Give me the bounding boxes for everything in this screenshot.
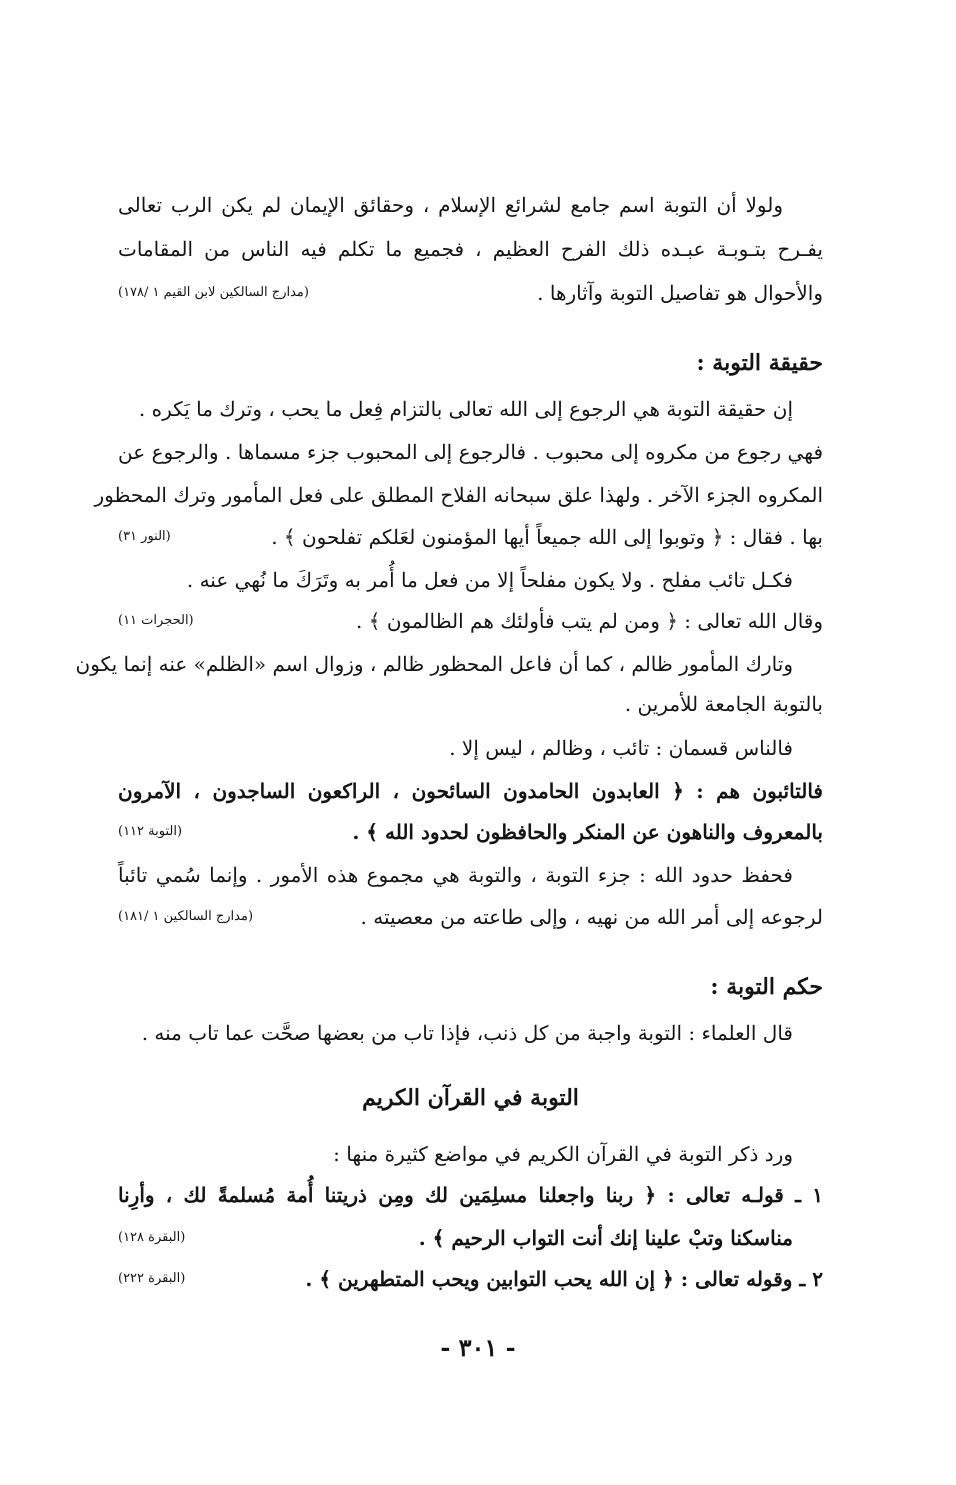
quran-heading: التوبة في القرآن الكريم — [362, 1085, 579, 1111]
haqiqa-line-5: فكـل تائب مفلح . ولا يكون مفلحاً إلا من فعل ما أُمر به وتَرَكَ ما نُهي عنه . — [186, 568, 793, 592]
haqiqa-citation-hujurat: (الحجرات ١١) — [118, 613, 194, 628]
quran-citation-baqara-222: (البقرة ٢٢٢) — [118, 1271, 186, 1286]
haqiqa-heading: حقيقة التوبة : — [696, 350, 823, 376]
haqiqa-citation-tawba: (التوبة ١١٢) — [118, 824, 183, 839]
quran-line-1: ورد ذكر التوبة في القرآن الكريم في مواضع كثيرة منها : — [333, 1142, 793, 1166]
haqiqa-line-4: بها . فقال : ﴿ وتوبوا إلى الله جميعاً أيها المؤمنون لعَلكم تفلحون ﴾ . — [271, 525, 823, 549]
intro-citation: (مدارج السالكين لابن القيم ١ /١٧٨) — [118, 285, 309, 300]
intro-line-2: يفـرح بتـوبـة عبـده ذلك الفرح العظيم ، فجميع ما تكلم فيه الناس من المقامات — [118, 237, 823, 261]
haqiqa-citation-madarij: (مدارج السالكين ١ /١٨١) — [118, 909, 254, 924]
intro-line-3: والأحوال هو تفاصيل التوبة وآثارها . — [537, 281, 823, 305]
intro-line-1: ولولا أن التوبة اسم جامع لشرائع الإسلام ، وحقائق الإيمان لم يكن الرب تعالى — [118, 193, 783, 217]
haqiqa-line-9: فالناس قسمان : تائب ، وظالم ، ليس إلا . — [449, 736, 793, 760]
hukm-line-1: قال العلماء : التوبة واجبة من كل ذنب، فإذا تاب من بعضها صحَّت عما تاب منه . — [141, 1021, 793, 1045]
haqiqa-line-12: فحفظ حدود الله : جزء التوبة ، والتوبة هي مجموع هذه الأمور . وإنما سُمي تائباً — [118, 863, 793, 887]
haqiqa-citation-nur: (النور ٣١) — [118, 529, 171, 544]
haqiqa-line-11: بالمعروف والناهون عن المنكر والحافظون لحدود الله ﴾ . — [352, 820, 823, 844]
quran-line-2: ١ ـ قولـه تعالى : ﴿ ربنا واجعلنا مسلِمَين لك ومِن ذريتنا أُمة مُسلمةً لك ، وأرِنا — [118, 1183, 823, 1207]
haqiqa-line-6: وقال الله تعالى : ﴿ ومن لم يتب فأولئك هم الظالمون ﴾ . — [356, 609, 823, 633]
quran-line-3: مناسكنا وتبْ علينا إنك أنت التواب الرحيم ﴾ . — [418, 1226, 793, 1250]
hukm-heading: حكم التوبة : — [710, 974, 823, 1000]
quran-citation-baqara-128: (البقرة ١٢٨) — [118, 1230, 186, 1245]
book-page — [75, 182, 824, 1382]
haqiqa-line-13: لرجوعه إلى أمر الله من نهيه ، وإلى طاعته من معصيته . — [360, 905, 823, 929]
haqiqa-line-1: إن حقيقة التوبة هي الرجوع إلى الله تعالى بالتزام فِعل ما يحب ، وترك ما يَكره . — [138, 397, 793, 421]
haqiqa-line-10: فالتائبون هم : ﴿ العابدون الحامدون السائحون ، الراكعون الساجدون ، الآمرون — [118, 779, 823, 803]
page-number: - ٣٠١ - — [440, 1333, 516, 1362]
haqiqa-line-3: المكروه الجزء الآخر . ولهذا علق سبحانه الفلاح المطلق على فعل المأمور وترك المحظور — [94, 483, 823, 507]
quran-line-4: ٢ ـ وقوله تعالى : ﴿ إن الله يحب التوابين ويحب المتطهرين ﴾ . — [305, 1267, 823, 1291]
haqiqa-line-7: وتارك المأمور ظالم ، كما أن فاعل المحظور ظالم ، وزوال اسم «الظلم» عنه إنما يكون — [75, 652, 793, 676]
haqiqa-line-8: بالتوبة الجامعة للأمرين . — [624, 692, 823, 716]
haqiqa-line-2: فهي رجوع من مكروه إلى محبوب . فالرجوع إلى المحبوب جزء مسماها . والرجوع عن — [118, 440, 824, 464]
